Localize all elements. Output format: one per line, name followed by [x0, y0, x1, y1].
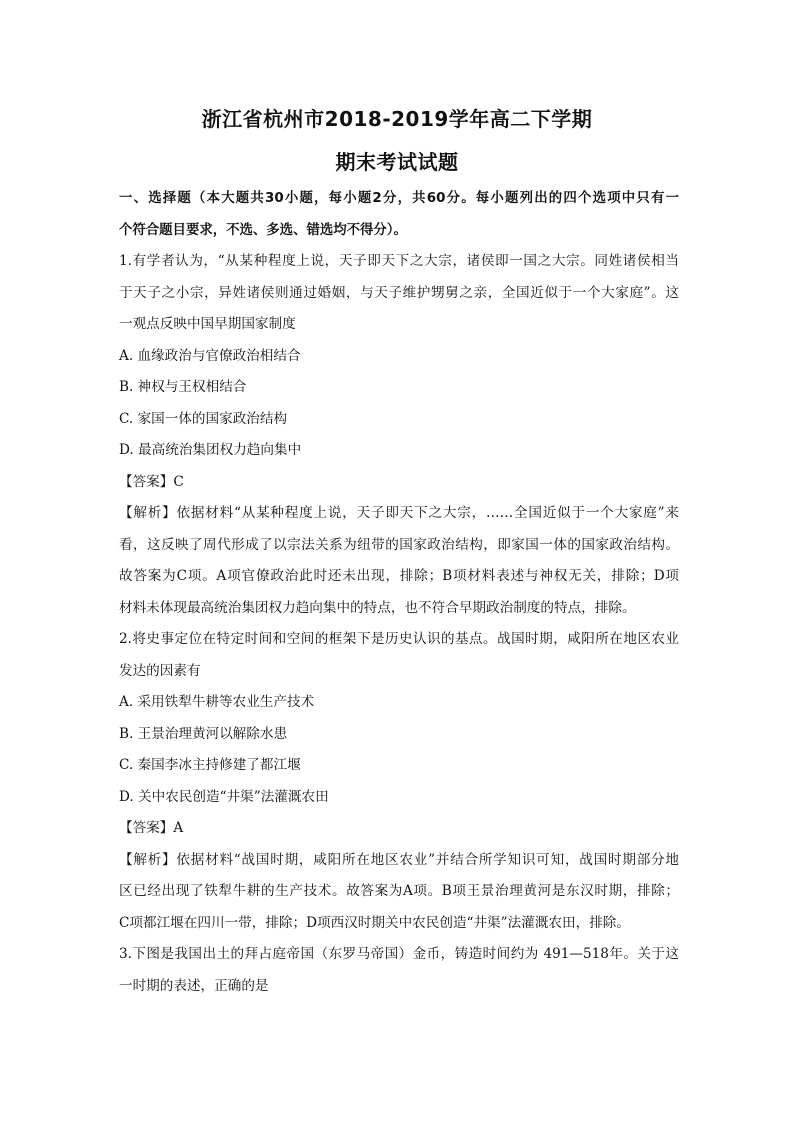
question-2-option-b: B. 王景治理黄河以解除水患 — [119, 725, 288, 742]
question-1-option-b: B. 神权与王权相结合 — [119, 379, 247, 395]
question-1-stem: 1.有学者认为，“从某种程度上说，天子即天下之大宗，诸侯即一国之大宗。同姓诸侯相当 — [119, 253, 679, 269]
question-2-stem: 发达的因素有 — [119, 662, 201, 679]
question-1-option-c: C. 家国一体的国家政治结构 — [119, 410, 288, 427]
question-1-answer: 【答案】C — [119, 473, 184, 490]
question-1-analysis: 看，这反映了周代形成了以宗法关系为纽带的国家政治结构，即家国一体的国家政治结构。 — [119, 536, 679, 553]
question-1-option-d: D. 最高统治集团权力趋向集中 — [119, 442, 302, 458]
question-2-analysis: 区已经出现了铁犁牛耕的生产技术。故答案为A项。B项王景治理黄河是东汉时期，排除； — [119, 883, 679, 899]
question-2-stem: 2.将史事定位在特定时间和空间的框架下是历史认识的基点。战国时期，咸阳所在地区农业 — [119, 631, 679, 647]
document-subtitle: 期末考试试题 — [335, 150, 459, 174]
document-title: 浙江省杭州市2018-2019学年高二下学期 — [201, 107, 593, 131]
question-3-stem: 3.下图是我国出土的拜占庭帝国（东罗马帝国）金币，铸造时间约为 491—518年。关于这 — [119, 946, 679, 962]
question-2-analysis: 【解析】依据材料“战国时期，咸阳所在地区农业”并结合所学知识可知，战国时期部分地 — [119, 851, 679, 868]
section-heading-continued: 个符合题目要求，不选、多选、错选均不得分）。 — [119, 222, 407, 238]
question-1-analysis: 故答案为C项。A项官僚政治此时还未出现，排除；B项材料表述与神权无关，排除；D项 — [119, 568, 679, 584]
question-2-analysis: C项都江堰在四川一带，排除；D项西汉时期关中农民创造“井渠”法灌溉农田，排除。 — [119, 914, 630, 931]
question-1-stem: 一观点反映中国早期国家制度 — [119, 316, 296, 332]
question-2-option-c: C. 秦国李冰主持修建了都江堰 — [119, 757, 301, 773]
question-2-option-d: D. 关中农民创造“井渠”法灌溉农田 — [119, 788, 329, 805]
question-1-stem: 于天子之小宗，异姓诸侯则通过婚姻，与天子维护甥舅之亲，全国近似于一个大家庭”。这 — [119, 284, 679, 301]
question-1-option-a: A. 血缘政治与官僚政治相结合 — [119, 347, 301, 364]
section-heading: 一、选择题（本大题共30小题，每小题2分，共60分。每小题列出的四个选项中只有一 — [119, 191, 679, 206]
question-1-analysis: 【解析】依据材料“从某种程度上说，天子即天下之大宗，……全国近似于一个大家庭”来 — [119, 505, 679, 521]
question-1-analysis: 材料未体现最高统治集团权力趋向集中的特点，也不符合早期政治制度的特点，排除。 — [119, 599, 636, 616]
question-2-answer: 【答案】A — [119, 820, 184, 836]
document-body — [119, 183, 679, 1002]
question-2-option-a: A. 采用铁犁牛耕等农业生产技术 — [119, 694, 315, 710]
question-3-stem: 一时期的表述，正确的是 — [119, 977, 269, 994]
